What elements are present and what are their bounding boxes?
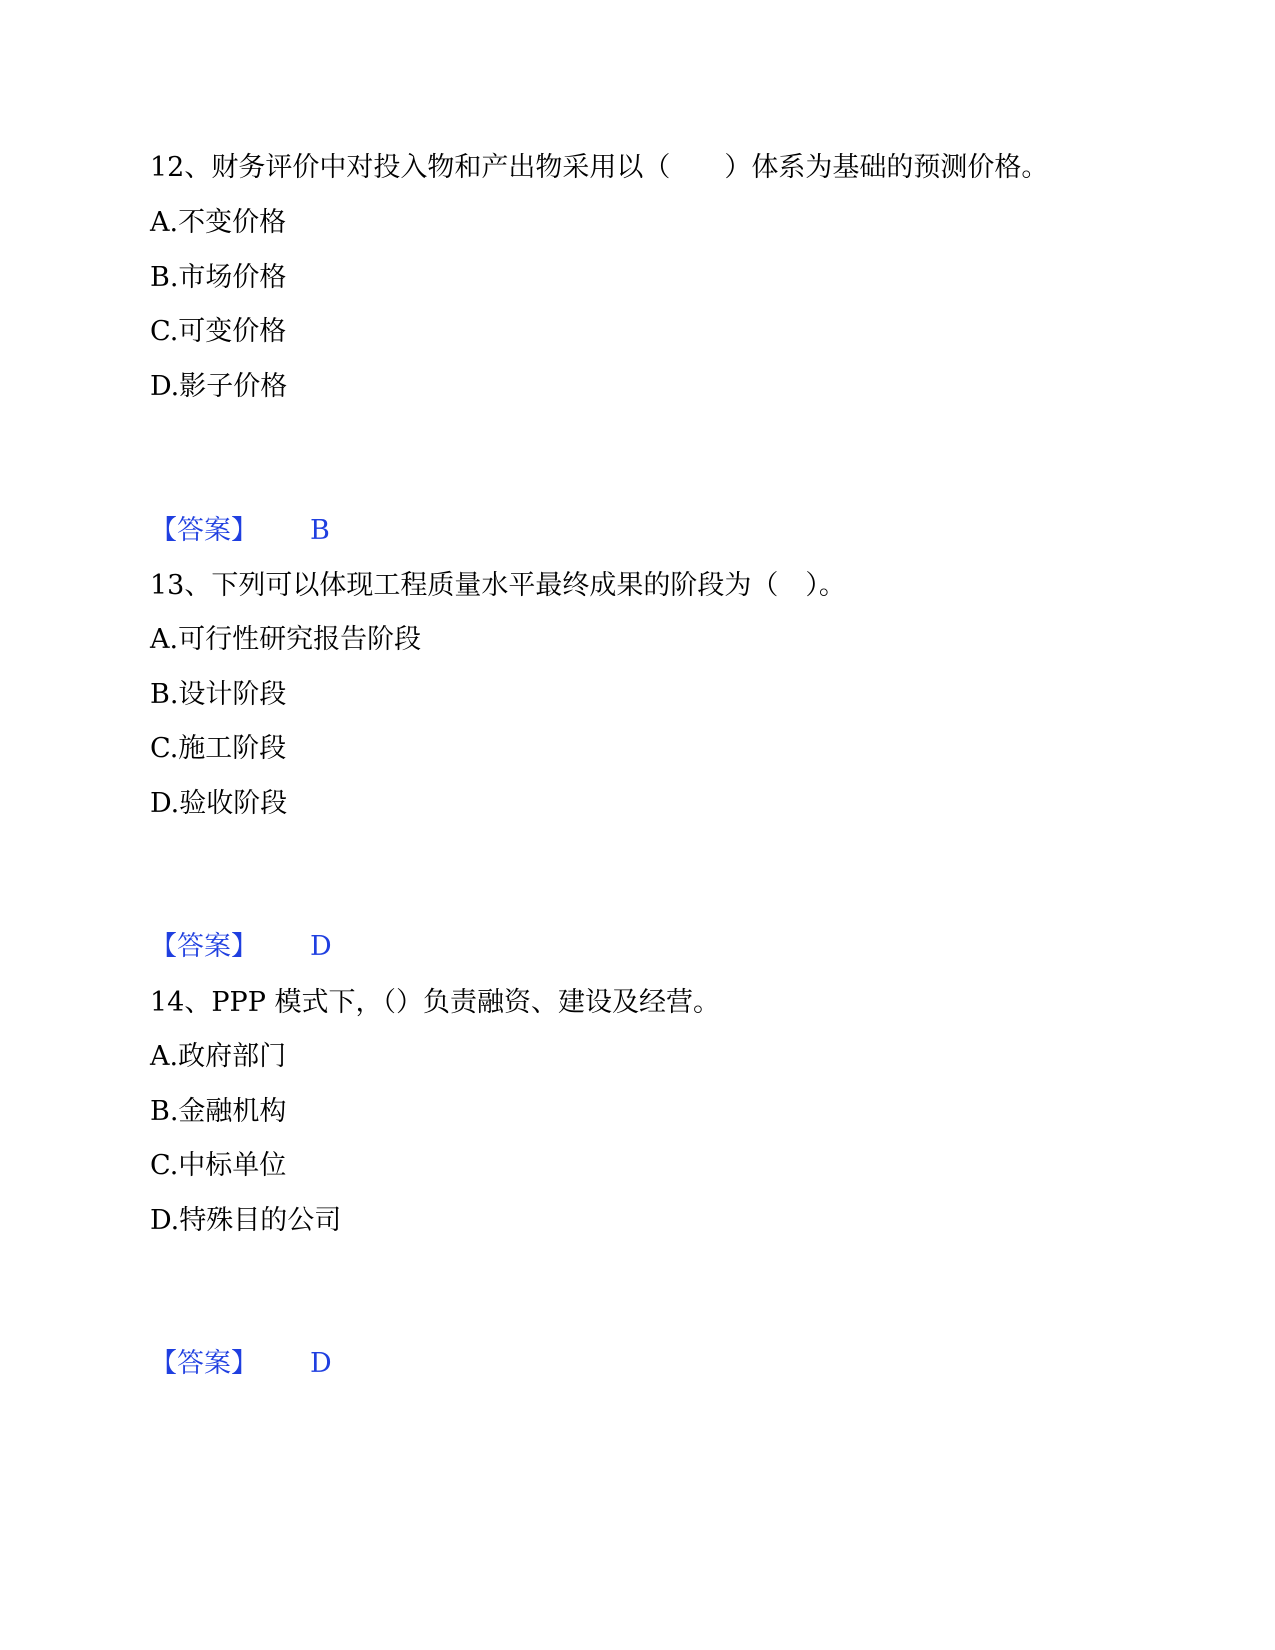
question-14-answer [150, 1346, 332, 1382]
question-12-option-a: A.不变价格 [150, 207, 287, 238]
question-12-answer [150, 513, 330, 549]
answer-value: D [310, 1348, 332, 1379]
question-12-option-b: B.市场价格 [150, 262, 287, 293]
answer-value: B [310, 515, 330, 546]
question-14-option-b: B.金融机构 [150, 1096, 287, 1127]
answer-label: 【答案】 [150, 515, 258, 546]
question-12-option-d: D.影子价格 [150, 371, 288, 402]
question-13-option-c: C.施工阶段 [150, 733, 287, 764]
question-14-option-c: C.中标单位 [150, 1150, 287, 1181]
question-13-option-a: A.可行性研究报告阶段 [150, 624, 422, 655]
answer-label: 【答案】 [150, 1348, 258, 1379]
question-13-stem: 13、下列可以体现工程质量水平最终成果的阶段为（ ）。 [150, 570, 846, 601]
question-14-option-a: A.政府部门 [150, 1041, 287, 1072]
question-13-option-d: D.验收阶段 [150, 788, 288, 819]
question-14-stem: 14、PPP 模式下，（）负责融资、建设及经营。 [150, 987, 720, 1018]
answer-value: D [310, 931, 332, 962]
question-13-option-b: B.设计阶段 [150, 679, 287, 710]
question-12-stem: 12、财务评价中对投入物和产出物采用以（ ）体系为基础的预测价格。 [150, 152, 1049, 183]
question-14-option-d: D.特殊目的公司 [150, 1205, 342, 1236]
question-12-option-c: C.可变价格 [150, 316, 287, 347]
answer-label: 【答案】 [150, 931, 258, 962]
question-13-answer [150, 929, 332, 965]
